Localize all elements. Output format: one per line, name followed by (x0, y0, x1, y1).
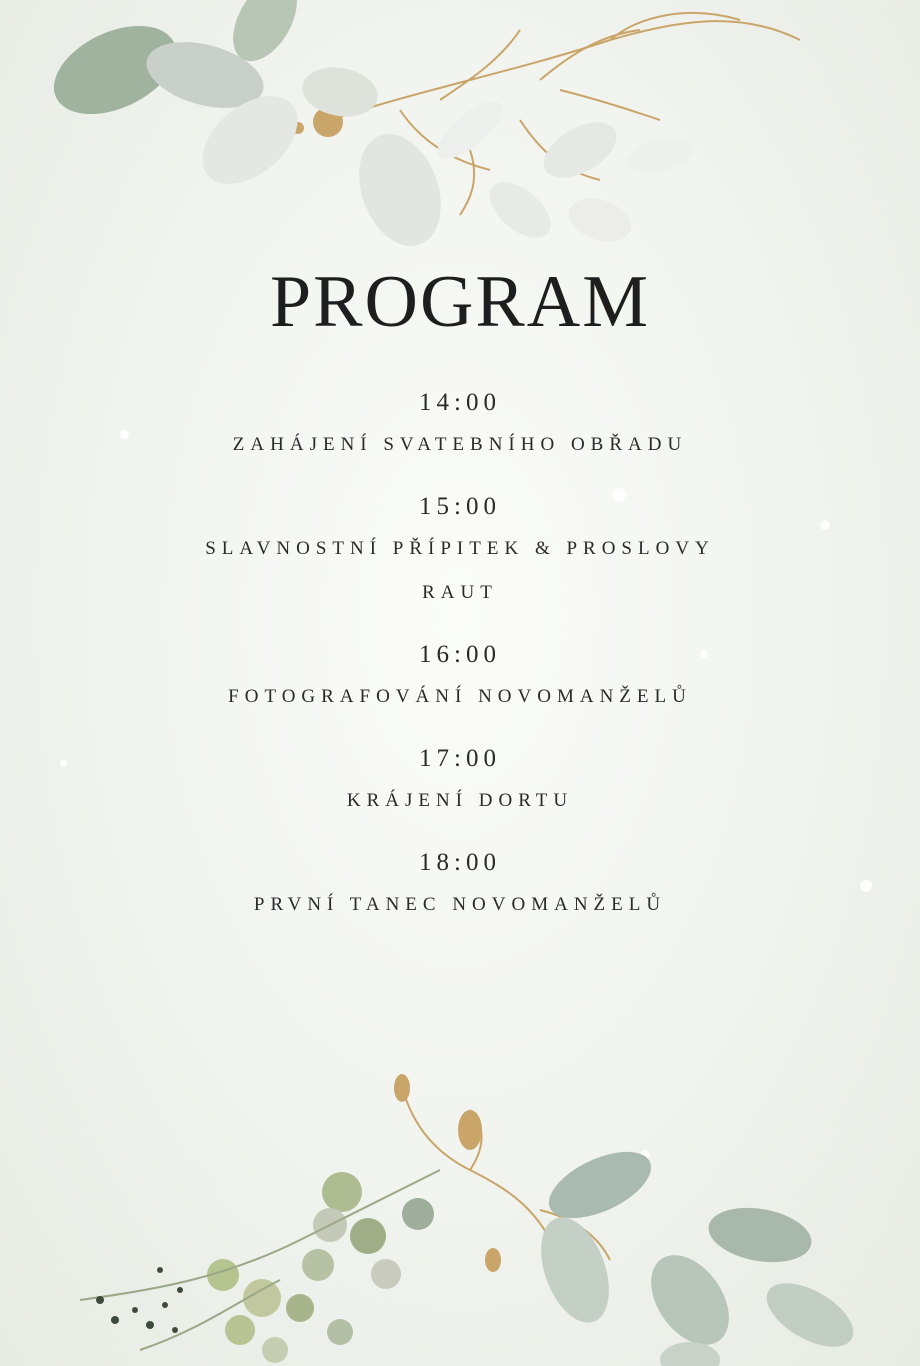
event-label: SLAVNOSTNÍ PŘÍPITEK & PROSLOVY (205, 538, 715, 559)
event-label: FOTOGRAFOVÁNÍ NOVOMANŽELŮ (228, 686, 692, 707)
schedule-item (0, 741, 920, 819)
berry-icon (207, 1172, 434, 1363)
schedule-item (0, 385, 920, 463)
event-time: 17:00 (419, 745, 501, 772)
event-time: 18:00 (419, 849, 501, 876)
event-time: 16:00 (419, 641, 501, 668)
event-label: PRVNÍ TANEC NOVOMANŽELŮ (253, 894, 667, 915)
schedule-item (0, 489, 920, 611)
eucalyptus-bottom-decoration (0, 1060, 920, 1366)
event-label: ZAHÁJENÍ SVATEBNÍHO OBŘADU (232, 434, 688, 455)
eucalyptus-leaf-icon (528, 1138, 864, 1366)
schedule-item (0, 637, 920, 715)
gold-leaf-icon (458, 1110, 482, 1150)
page-title: PROGRAM (270, 261, 650, 343)
event-time: 14:00 (419, 389, 501, 416)
event-time: 15:00 (419, 493, 501, 520)
schedule-item (0, 845, 920, 923)
event-label: KRÁJENÍ DORTU (346, 790, 574, 811)
eucalyptus-top-decoration (0, 0, 920, 260)
dark-berry-icon (96, 1267, 183, 1333)
gold-leaf-icon (394, 1074, 410, 1102)
eucalyptus-leaf-icon (40, 0, 697, 257)
schedule-list (0, 385, 920, 949)
event-label: RAUT (422, 582, 498, 603)
gold-leaf-icon (485, 1248, 501, 1272)
